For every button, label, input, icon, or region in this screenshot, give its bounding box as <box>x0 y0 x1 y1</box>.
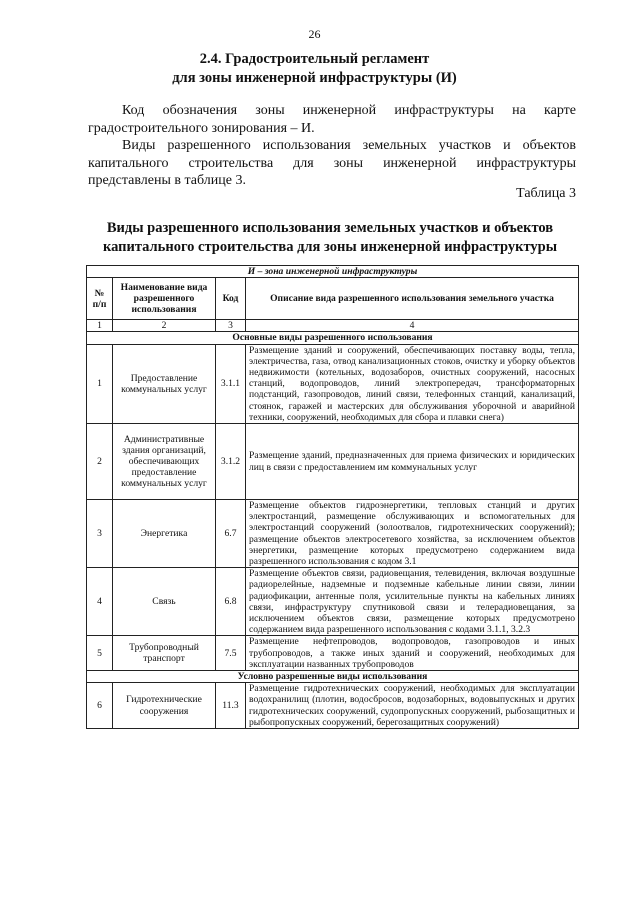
row-name: Связь <box>113 568 216 636</box>
table-row <box>87 344 579 423</box>
section-title <box>0 50 629 88</box>
table-row <box>87 683 579 729</box>
row-num: 1 <box>87 344 113 423</box>
row-code: 6.7 <box>216 500 246 568</box>
row-code: 11.3 <box>216 683 246 729</box>
column-header-desc: Описание вида разрешенного использования земельного участка <box>246 278 579 320</box>
column-header-num: № п/п <box>87 278 113 320</box>
column-number: 2 <box>113 320 216 332</box>
row-code: 6.8 <box>216 568 246 636</box>
group-row-conditional <box>87 671 579 683</box>
group-title: Условно разрешенные виды использования <box>87 671 579 683</box>
row-name: Трубопроводный транспорт <box>113 636 216 671</box>
paragraph-zone-code <box>88 102 576 137</box>
column-number: 3 <box>216 320 246 332</box>
table-row <box>87 500 579 568</box>
zone-header: И – зона инженерной инфраструктуры <box>87 266 579 278</box>
row-desc: Размещение зданий, предназначенных для приема физических и юридических лиц в связи с предоставлением им коммунальных услуг <box>246 424 579 500</box>
table-title <box>70 219 590 257</box>
row-code: 3.1.2 <box>216 424 246 500</box>
column-number-row <box>87 320 579 332</box>
section-title-line2: для зоны инженерной инфраструктуры (И) <box>172 70 457 86</box>
row-num: 3 <box>87 500 113 568</box>
row-num: 5 <box>87 636 113 671</box>
permitted-use-table <box>86 265 579 729</box>
row-desc: Размещение гидротехнических сооружений, необходимых для эксплуатации водохранилищ (плотин, водосбросов, водозаборных, водовыпускных и других гидротехнических сооружений, судопропускных сооружений, рыбозащитных и рыбопропускных сооружений, берегозащитных сооружений) <box>246 683 579 729</box>
row-desc: Размещение нефтепроводов, водопроводов, газопроводов и иных трубопроводов, а также иных зданий и сооружений, необходимых для эксплуатации названных трубопроводов <box>246 636 579 671</box>
column-header-name: Наименование вида разрешенного использования <box>113 278 216 320</box>
section-title-line1: 2.4. Градостроительный регламент <box>199 51 430 67</box>
table-caption: Таблица 3 <box>516 186 576 201</box>
row-name: Административные здания организаций, обеспечивающих предоставление коммунальных услуг <box>113 424 216 500</box>
paragraph-text: Код обозначения зоны инженерной инфраструктуры на карте градостроительного зонирования – И. <box>88 103 576 136</box>
row-num: 2 <box>87 424 113 500</box>
column-number: 4 <box>246 320 579 332</box>
paragraph-text: Виды разрешенного использования земельных участков и объектов капитального строительства для зоны инженерной инфраструктуры представлены в таблице 3. <box>88 138 576 188</box>
row-num: 4 <box>87 568 113 636</box>
row-name: Гидротехнические сооружения <box>113 683 216 729</box>
table-title-line1: Виды разрешенного использования земельных участков и объектов <box>106 220 554 236</box>
group-title: Основные виды разрешенного использования <box>87 332 579 344</box>
row-code: 3.1.1 <box>216 344 246 423</box>
row-desc: Размещение зданий и сооружений, обеспечивающих поставку воды, тепла, электричества, газа, отвод канализационных стоков, очистку и уборку объектов недвижимости (котельных, водозаборов, очистных сооружений, насосных станций, водопроводов, линий электропередач, трансформаторных подстанций, газопроводов, линий связи, телефонных станций, канализаций, стоянок, гаражей и мастерских для обслуживания уборочной и аварийной техники, сооружений, необходимых для сбора и плавки снега) <box>246 344 579 423</box>
row-desc: Размещение объектов гидроэнергетики, тепловых станций и других электростанций, размещение обслуживающих и вспомогательных для электростанций сооружений (золоотвалов, гидротехнических сооружений); размещение объектов электросетевого хозяйства, за исключением объектов энергетики, размещение которых предусмотрено содержанием вида разрешенного использования с кодом 3.1 <box>246 500 579 568</box>
column-number: 1 <box>87 320 113 332</box>
table-title-line2: капитального строительства для зоны инженерной инфраструктуры <box>102 239 558 255</box>
table-row <box>87 636 579 671</box>
group-row-main <box>87 332 579 344</box>
column-header-row <box>87 278 579 320</box>
table-row <box>87 568 579 636</box>
row-code: 7.5 <box>216 636 246 671</box>
page-number: 26 <box>308 27 321 41</box>
row-desc: Размещение объектов связи, радиовещания, телевидения, включая воздушные радиорелейные, надземные и подземные кабельные линии связи, линии радиофикации, антенные поля, усилительные пункты на кабельных линиях связи, инфраструктуру спутниковой связи и телерадиовещания, за исключением объектов связи, размещение которых предусмотрено содержанием вида разрешенного использования с кодами 3.1.1, 3.2.3 <box>246 568 579 636</box>
column-header-code: Код <box>216 278 246 320</box>
row-name: Энергетика <box>113 500 216 568</box>
table-row <box>87 424 579 500</box>
row-name: Предоставление коммунальных услуг <box>113 344 216 423</box>
zone-header-row <box>87 266 579 278</box>
row-num: 6 <box>87 683 113 729</box>
paragraph-table-reference <box>88 137 576 190</box>
